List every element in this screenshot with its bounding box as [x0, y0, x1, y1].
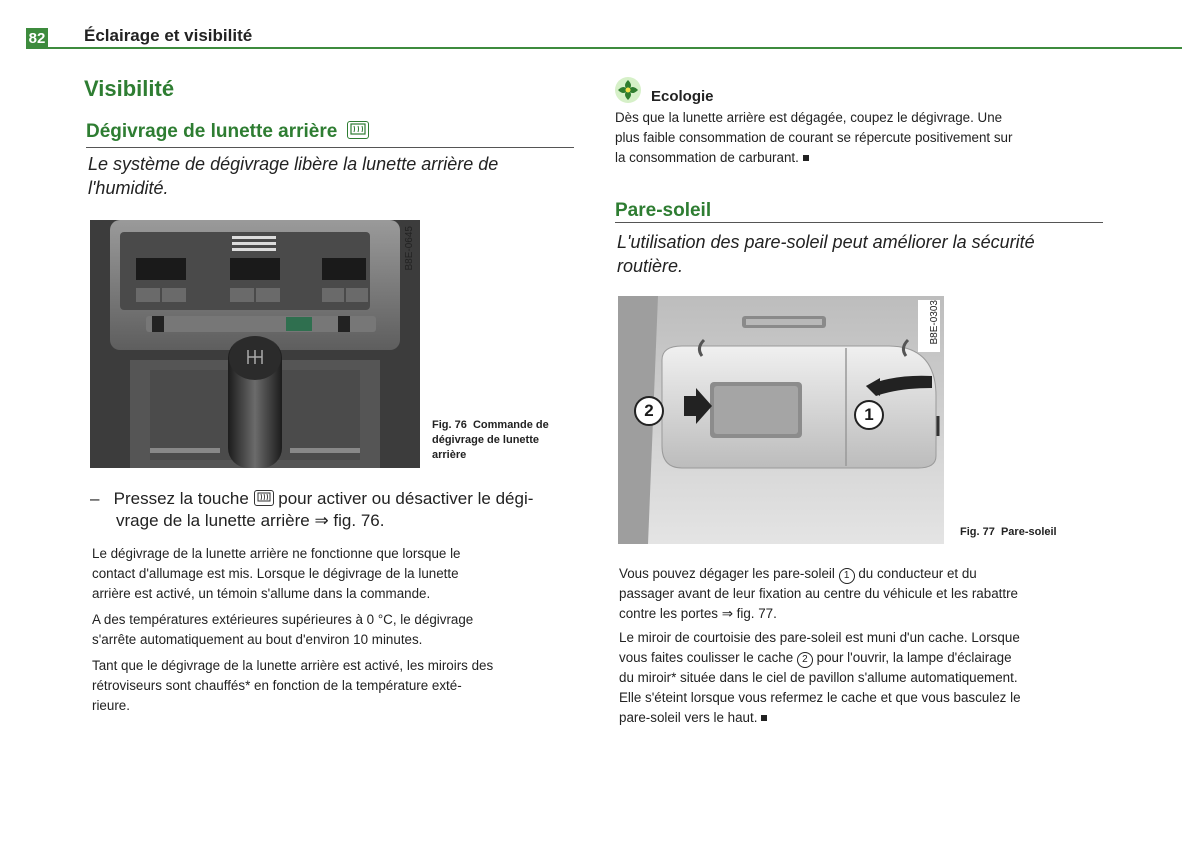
step-text-1: Pressez la touche: [113, 489, 249, 508]
sun-visor-illustration: [618, 296, 944, 544]
figure-caption-text: Pare-soleil: [1000, 526, 1057, 538]
figure-code: B8E-0645: [404, 226, 415, 271]
subheading-rear-defrost: [86, 121, 369, 143]
text-line: plus faible consommation de courant se répercute positivement sur: [615, 130, 1013, 145]
text-line-content: la consommation de carburant.: [615, 150, 799, 165]
figure-caption-text: Commande de dégivrage de lunette arrière: [432, 419, 549, 461]
leaf-flower-icon: [614, 76, 642, 104]
text-part: pour l'ouvrir, la lampe d'éclairage: [816, 650, 1012, 665]
marker-1: 1: [854, 400, 884, 430]
figure-caption-76: [432, 418, 572, 463]
step-text-2: pour activer ou désactiver le dégi-: [278, 489, 534, 508]
step-text-3: vrage de la lunette arrière ⇒ fig. 76.: [116, 511, 385, 530]
header-rule: [26, 47, 1182, 49]
paragraph-3: [92, 656, 582, 716]
figure-code: B8E-0303: [929, 300, 940, 345]
marker-2: 2: [634, 396, 664, 426]
text-part: du conducteur et du: [858, 566, 977, 581]
page-number: 82: [26, 28, 48, 49]
figure-number: Fig. 76: [432, 419, 467, 431]
text-line: [619, 648, 1119, 668]
text-line: rétroviseurs sont chauffés* en fonction de la température exté-: [92, 678, 462, 693]
marker-1-inline: 1: [839, 568, 855, 584]
subheading-rule: [86, 147, 574, 148]
paragraph-2: [92, 610, 582, 650]
text-line: Le dégivrage de la lunette arrière ne fonctionne que lorsque le: [92, 546, 461, 561]
text-line: [619, 708, 1119, 728]
text-line: arrière est activé, un témoin s'allume dans la commande.: [92, 586, 431, 601]
ecology-text: [615, 108, 1115, 168]
figure-number: Fig. 77: [960, 526, 995, 538]
text-line: [615, 148, 1115, 168]
text-line: contact d'allumage est mis. Lorsque le dégivrage de la lunette: [92, 566, 459, 581]
step-prefix: –: [90, 489, 100, 508]
section-title: Éclairage et visibilité: [84, 26, 253, 45]
text-part: vous faites coulisser le cache: [619, 650, 794, 665]
subheading-rule: [615, 222, 1103, 223]
text-line: Le miroir de courtoisie des pare-soleil est muni d'un cache. Lorsque: [619, 630, 1020, 645]
marker-2-inline: 2: [797, 652, 813, 668]
text-line: Dès que la lunette arrière est dégagée, coupez le dégivrage. Une: [615, 110, 1003, 125]
figure-caption-77: [960, 525, 1100, 540]
figure-defrost-control: [90, 220, 420, 468]
text-line: s'arrête automatiquement au bout d'environ 10 minutes.: [92, 632, 423, 647]
subheading-label: Dégivrage de lunette arrière: [86, 121, 338, 142]
rear-defrost-icon: [347, 121, 369, 139]
end-of-section-square: [803, 155, 809, 161]
rear-defrost-icon: [254, 490, 274, 506]
text-line: Elle s'éteint lorsque vous refermez le cache et que vous basculez le: [619, 690, 1021, 705]
step-instruction: [90, 488, 580, 532]
figure-sun-visor: [618, 296, 944, 544]
paragraph-1: [92, 544, 582, 604]
text-line: passager avant de leur fixation au centre du véhicule et les rabattre: [619, 586, 1018, 601]
text-line: rieure.: [92, 698, 130, 713]
ecology-title: Ecologie: [651, 88, 714, 105]
text-line-content: pare-soleil vers le haut.: [619, 710, 758, 725]
subheading-sun-visor: Pare-soleil: [615, 200, 712, 221]
text-line: du miroir* située dans le ciel de pavillon s'allume automatiquement.: [619, 670, 1018, 685]
page-title: Visibilité: [84, 76, 175, 101]
text-part: Vous pouvez dégager les pare-soleil: [619, 566, 835, 581]
paragraph-sun-visor-2: [619, 628, 1119, 728]
text-line: Tant que le dégivrage de la lunette arrière est activé, les miroirs des: [92, 658, 494, 673]
intro-text: Le système de dégivrage libère la lunette arrière de l'humidité.: [88, 154, 499, 198]
console-illustration: [90, 220, 420, 468]
paragraph-sun-visor-1: [619, 564, 1119, 624]
text-line: contre les portes ⇒ fig. 77.: [619, 606, 777, 621]
text-line: A des températures extérieures supérieures à 0 °C, le dégivrage: [92, 612, 474, 627]
end-of-section-square: [761, 715, 767, 721]
intro-text-sun-visor: L'utilisation des pare-soleil peut améliorer la sécurité routière.: [617, 232, 1035, 276]
text-line: [619, 564, 1119, 584]
